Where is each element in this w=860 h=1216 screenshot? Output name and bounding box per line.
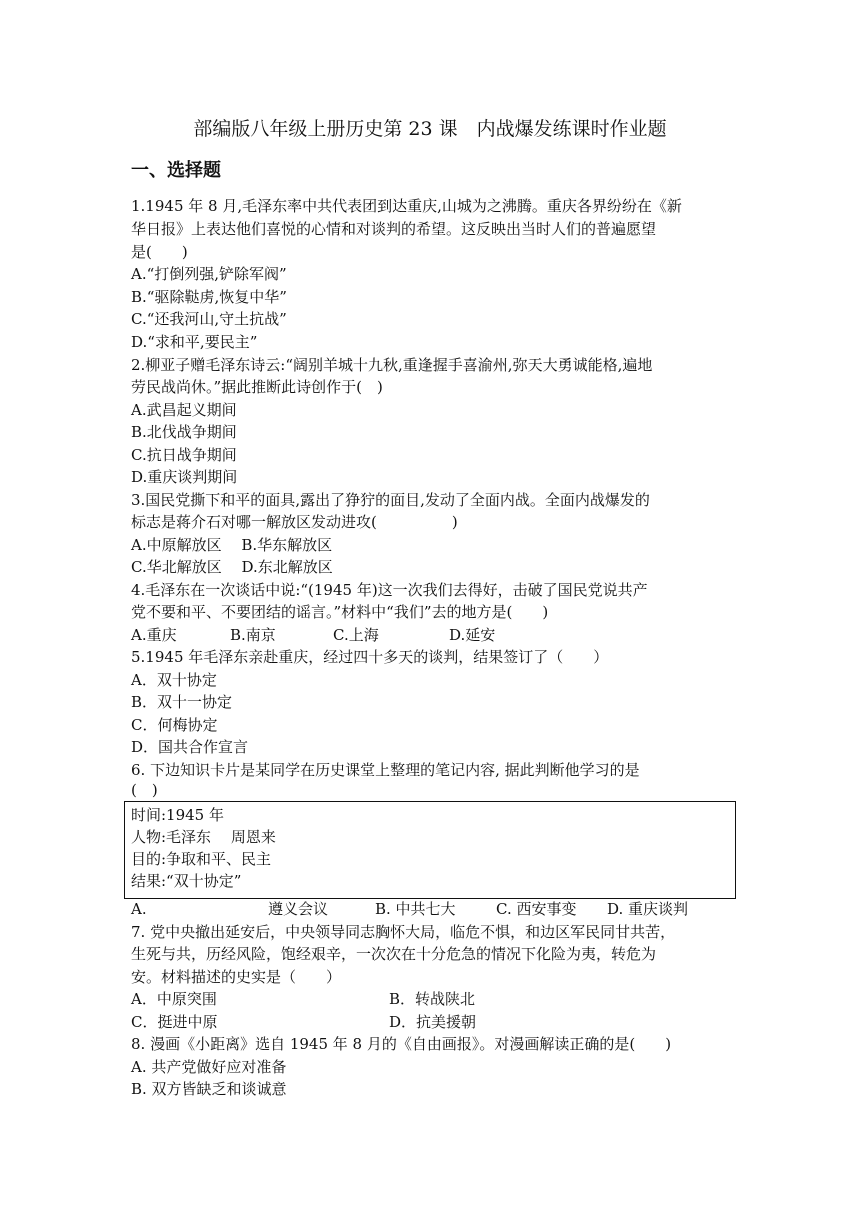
q1-stem-line-2: 华日报》上表达他们喜悦的心情和对谈判的希望。这反映出当时人们的普遍愿望 <box>131 220 657 238</box>
q6-stem-line-2: ( ) <box>131 781 158 799</box>
q3-stem-line-1: 3.国民党撕下和平的面具,露出了狰狞的面目,发动了全面内战。全面内战爆发的 <box>131 491 650 509</box>
q6-option-a-letter: A. <box>131 900 147 918</box>
q8-stem-line-1: 8. 漫画《小距离》选自 1945 年 8 月的《自由画报》。对漫画解读正确的是( ) <box>131 1035 672 1053</box>
q5-stem-line-1: 5.1945 年毛泽东亲赴重庆，经过四十多天的谈判，结果签订了（ ） <box>131 648 609 666</box>
q8-option-a: A. 共产党做好应对准备 <box>131 1058 287 1076</box>
page-title: 部编版八年级上册历史第 23 课 内战爆发练课时作业题 <box>193 118 667 140</box>
q7-stem-line-3: 安。材料描述的史实是（ ） <box>131 968 342 986</box>
q3-options-ab: A.中原解放区 B.华东解放区 <box>131 536 333 554</box>
q1-stem-line-3: 是( ) <box>131 243 188 261</box>
q3-stem-line-2: 标志是蒋介石对哪一解放区发动进攻( ) <box>131 513 458 531</box>
q2-stem-line-2: 劳民战尚休。”据此推断此诗创作于( ) <box>131 378 383 396</box>
q6-option-a-text: 遵义会议 <box>268 900 329 918</box>
q7-stem-line-2: 生死与共，历经风险，饱经艰辛，一次次在十分危急的情况下化险为夷，转危为 <box>131 945 657 963</box>
q2-option-d: D.重庆谈判期间 <box>131 468 238 486</box>
section-heading: 一、选择题 <box>131 160 221 181</box>
q2-option-c: C.抗日战争期间 <box>131 446 237 464</box>
q3-options-cd: C.华北解放区 D.东北解放区 <box>131 558 333 576</box>
q4-stem-line-1: 4.毛泽东在一次谈话中说:“(1945 年)这一次我们去得好，击破了国民党说共产 <box>131 581 648 599</box>
q6-option-d: D. 重庆谈判 <box>607 900 689 918</box>
q2-option-a: A.武昌起义期间 <box>131 401 237 419</box>
q1-option-d: D.“求和平,要民主” <box>131 333 258 351</box>
q2-stem-line-1: 2.柳亚子赠毛泽东诗云:“阔别羊城十九秋,重逢握手喜渝州,弥天大勇诚能格,遍地 <box>131 356 653 374</box>
q7-option-c: C．挺进中原 <box>131 1013 218 1031</box>
q6-option-c: C. 西安事变 <box>496 900 577 918</box>
q1-option-b: B.“驱除鞑虏,恢复中华” <box>131 288 287 306</box>
q8-option-b: B. 双方皆缺乏和谈诚意 <box>131 1080 287 1098</box>
q1-stem-line-1: 1.1945 年 8 月,毛泽东率中共代表团到达重庆,山城为之沸腾。重庆各界纷纷在《新 <box>131 197 682 215</box>
q5-option-b: B．双十一协定 <box>131 693 233 711</box>
q5-option-d: D．国共合作宣言 <box>131 738 249 756</box>
knowledge-card <box>124 801 736 899</box>
q7-stem-line-1: 7. 党中央撤出延安后，中央领导同志胸怀大局，临危不惧，和边区军民同甘共苦， <box>131 923 676 941</box>
q1-option-c: C.“还我河山,守土抗战” <box>131 310 287 328</box>
q4-option-a: A.重庆 <box>131 626 177 644</box>
q7-option-d: D．抗美援朝 <box>389 1013 477 1031</box>
q4-stem-line-2: 党不要和平、不要团结的谣言。”材料中“我们”去的地方是( ) <box>131 603 549 621</box>
q4-option-c: C.上海 <box>333 626 379 644</box>
card-result: 结果:“双十协定” <box>131 872 242 890</box>
q1-option-a: A.“打倒列强,铲除军阀” <box>131 265 287 283</box>
card-people: 人物:毛泽东 周恩来 <box>131 828 276 846</box>
q4-option-b: B.南京 <box>230 626 276 644</box>
q4-option-d: D.延安 <box>449 626 496 644</box>
q7-option-b: B．转战陕北 <box>389 990 476 1008</box>
q6-stem-line-1: 6. 下边知识卡片是某同学在历史课堂上整理的笔记内容, 据此判断他学习的是 <box>131 761 640 779</box>
card-goal: 目的:争取和平、民主 <box>131 850 272 868</box>
q7-option-a: A．中原突围 <box>131 990 217 1008</box>
q5-option-c: C．何梅协定 <box>131 716 218 734</box>
q2-option-b: B.北伐战争期间 <box>131 423 237 441</box>
card-time: 时间:1945 年 <box>131 806 224 824</box>
q6-option-b: B. 中共七大 <box>375 900 456 918</box>
q5-option-a: A．双十协定 <box>131 671 217 689</box>
